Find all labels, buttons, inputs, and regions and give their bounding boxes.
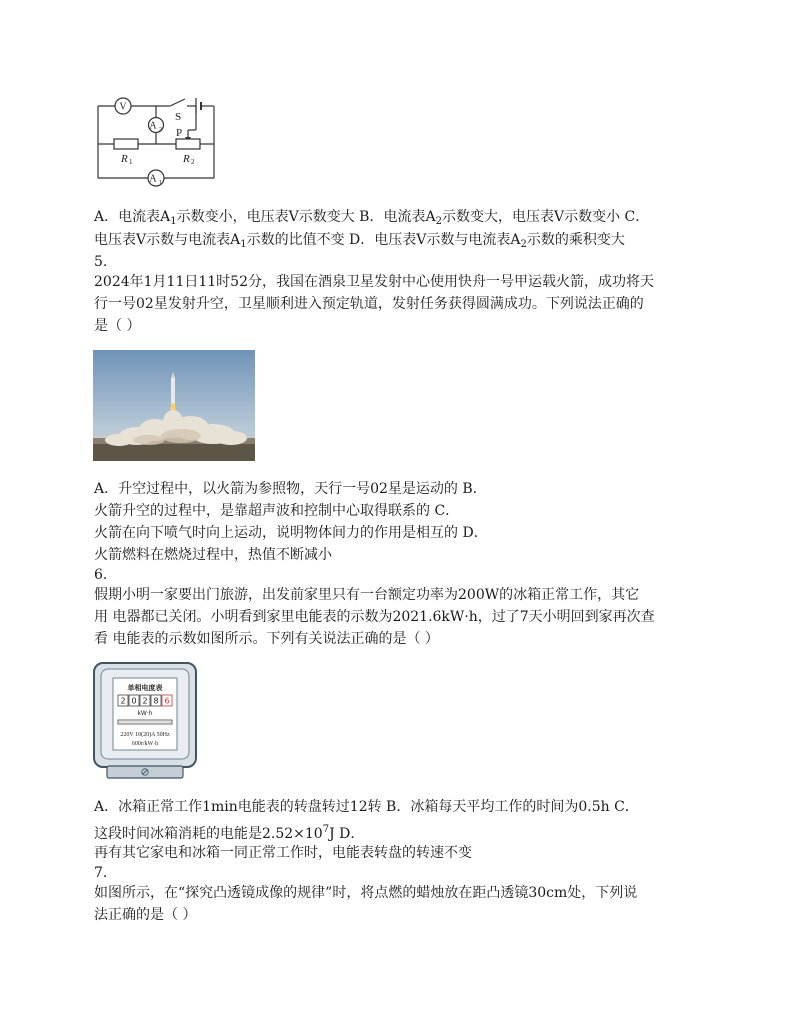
question-number: 5. [94,254,108,270]
meter-digit: 8 [153,696,159,706]
a2-label-sub: 2 [159,127,162,133]
q5-option-line-3: 火箭在向下喷气时向上运动，说明物体间力的作用是相互的 D． [94,525,488,541]
subscript: 2 [435,216,442,227]
a2-label: A [149,120,157,132]
r2-label-sub: 2 [191,158,195,166]
meter-revolutions: 600r/kW·h [131,741,159,747]
resistor-r2 [176,139,200,149]
q5-stem-line-3: 是（ ） [94,318,141,334]
subscript: 2 [520,239,527,250]
q6-stem-line-3: 看 电能表的示数如图所示。下列有关说法正确的是（ ） [94,631,439,647]
q6-option-c-text: 这段时间冰箱消耗的电能是2.52×10 [94,826,323,842]
question-number: 6. [94,567,108,583]
q5-option-line-4: 火箭燃料在燃烧过程中，热值不断减小 [94,547,332,563]
q7-stem-line-2: 法正确的是（ ） [94,907,197,923]
q4-options-line-2 [94,229,625,256]
q4-option-c-label: 示数变大，电压表V示数变小 C． [441,209,650,225]
voltmeter-label: V [119,101,127,113]
q5-option-line-1: A．升空过程中，以火箭为参照物，天行一号02星是运动的 B． [94,481,487,497]
meter-digit: 0 [131,696,137,706]
meter-rating: 220V 10(20)A 50Hz [120,732,170,738]
q4-option-d-tail: 示数的乘积变大 [526,232,625,248]
q7-stem-line-1: 如图所示，在“探究凸透镜成像的规律”时，将点燃的蜡烛放在距凸透镜30cm处，下列说 [94,885,638,901]
subscript: 1 [240,239,247,250]
q4-option-a-text: A．电流表A [94,209,171,225]
q5-stem-line-2: 行一号02星发射升空，卫星顺利进入预定轨道，发射任务获得圆满成功。下列说法正确的 [94,296,644,312]
q6-option-line-3: 再有其它家电和冰箱一同正常工作时，电能表转盘的转速不变 [94,845,472,861]
meter-digit: 2 [142,696,148,706]
q4-option-b-text: 示数变小，电压表V示数变大 B．电流表A [176,209,436,225]
superscript: 7 [322,824,330,835]
q6-option-c-unit: J D． [329,826,365,842]
q4-option-d-text: 示数的比值不变 D．电压表V示数与电流表A [246,232,521,248]
question-number: 7. [94,865,108,881]
r2-label: R [183,153,190,165]
a1-label: A [149,173,157,185]
slider-label: P [176,127,183,139]
meter-unit: kW·h [137,710,153,717]
q6-stem-line-2: 用 电器都已关闭。小明看到家里电能表的示数为2021.6kW·h，过了7天小明回到家再次查 [94,609,655,625]
q6-option-line-1: A．冰箱正常工作1min电能表的转盘转过12转 B．冰箱每天平均工作的时间为0.5h C． [94,799,639,815]
circuit-diagram [90,88,230,190]
resistor-r1 [114,139,138,149]
a1-label-sub: 1 [159,180,162,186]
q5-stem-line-1: 2024年1月11日11时52分，我国在酒泉卫星发射中心使用快舟一号甲运载火箭，成功将天 [94,274,654,290]
meter-title: 单相电度表 [127,684,163,692]
meter-digit: 2 [120,696,126,706]
q4-option-c-text: 电压表V示数与电流表A [94,232,241,248]
switch-label: S [175,111,182,123]
r1-label-sub: 1 [129,158,133,166]
meter-digit: 6 [164,696,170,706]
rocket-launch-photo [93,350,255,461]
electric-meter-figure [93,662,197,780]
subscript: 1 [170,216,177,227]
q5-option-line-2: 火箭升空的过程中，是靠超声波和控制中心取得联系的 C． [94,503,460,519]
r1-label: R [121,153,128,165]
q6-stem-line-1: 假期小明一家要出门旅游，出发前家里只有一台额定功率为200W的冰箱正常工作，其它 [94,587,640,603]
